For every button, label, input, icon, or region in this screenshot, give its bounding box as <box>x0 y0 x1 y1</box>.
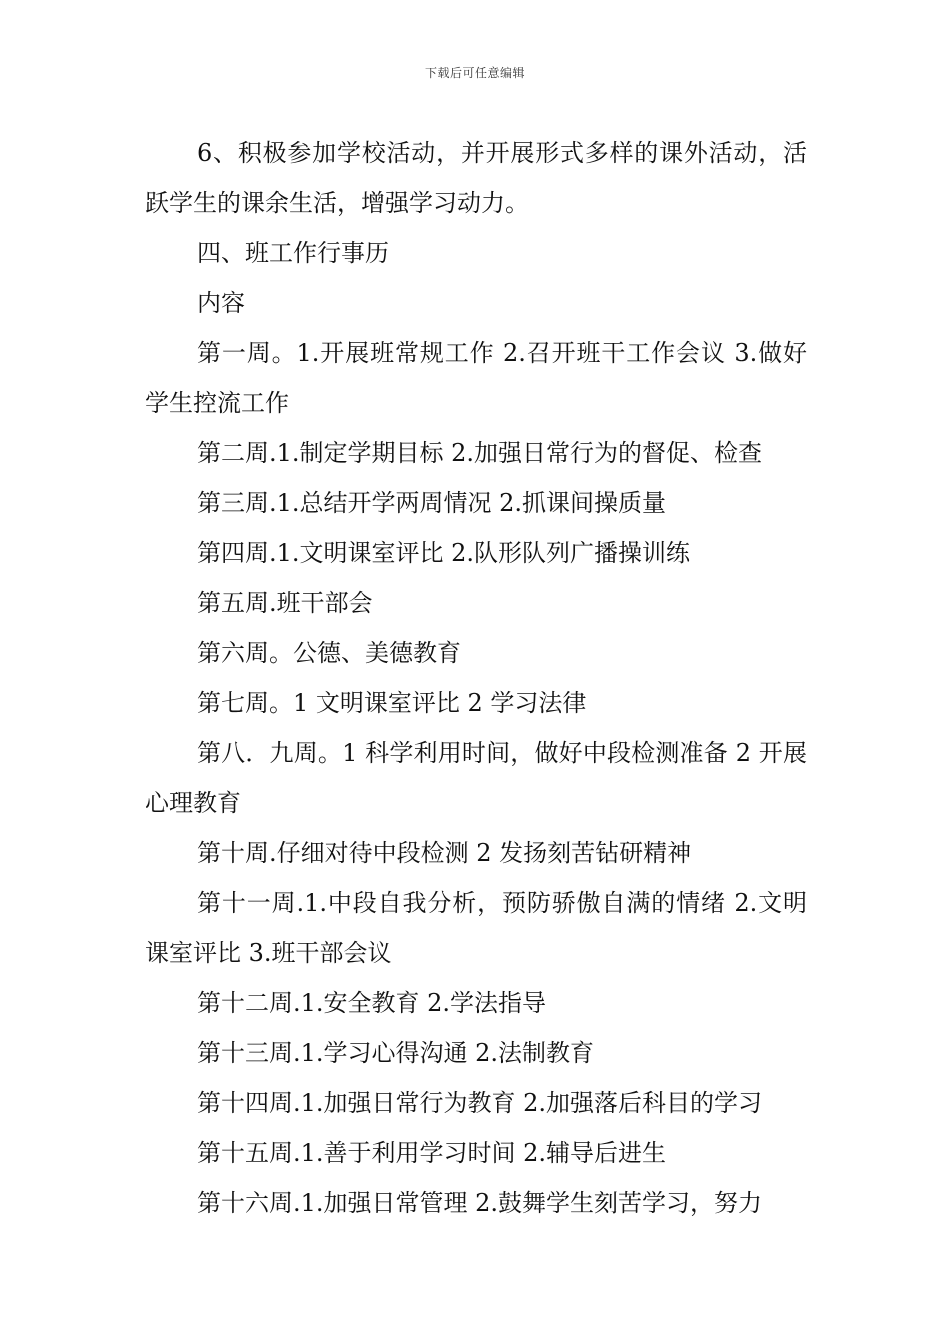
week-item: 第三周.1.总结开学两周情况 2.抓课间操质量 <box>197 489 667 517</box>
section-heading: 四、班工作行事历 <box>197 239 389 267</box>
week-item: 第十六周.1.加强日常管理 2.鼓舞学生刻苦学习，努力 <box>197 1189 763 1217</box>
paragraph-activities: 6、积极参加学校活动，并开展形式多样的课外活动，活跃学生的课余生活，增强学习动力。 <box>145 139 807 217</box>
week-item: 第十五周.1.善于利用学习时间 2.辅导后进生 <box>197 1139 667 1167</box>
week-item: 第十四周.1.加强日常行为教育 2.加强落后科目的学习 <box>197 1089 763 1117</box>
week-item: 第八．九周。1 科学利用时间，做好中段检测准备 2 开展心理教育 <box>145 739 807 817</box>
week-item: 第五周.班干部会 <box>197 589 373 617</box>
week-item: 第十三周.1.学习心得沟通 2.法制教育 <box>197 1039 595 1067</box>
week-item: 第六周。公德、美德教育 <box>197 639 461 667</box>
week-item: 第七周。1 文明课室评比 2 学习法律 <box>197 689 587 717</box>
page-header: 下载后可任意编辑 <box>424 66 525 80</box>
content-label: 内容 <box>197 289 245 317</box>
week-item: 第二周.1.制定学期目标 2.加强日常行为的督促、检查 <box>197 439 763 467</box>
week-item: 第十二周.1.安全教育 2.学法指导 <box>197 989 547 1017</box>
week-item: 第十周.仔细对待中段检测 2 发扬刻苦钻研精神 <box>197 839 692 867</box>
week-item: 第十一周.1.中段自我分析，预防骄傲自满的情绪 2.文明课室评比 3.班干部会议 <box>145 889 807 967</box>
week-item: 第四周.1.文明课室评比 2.队形队列广播操训练 <box>197 539 691 567</box>
document-body <box>145 128 807 1228</box>
week-item: 第一周。1.开展班常规工作 2.召开班干工作会议 3.做好学生控流工作 <box>145 339 807 417</box>
